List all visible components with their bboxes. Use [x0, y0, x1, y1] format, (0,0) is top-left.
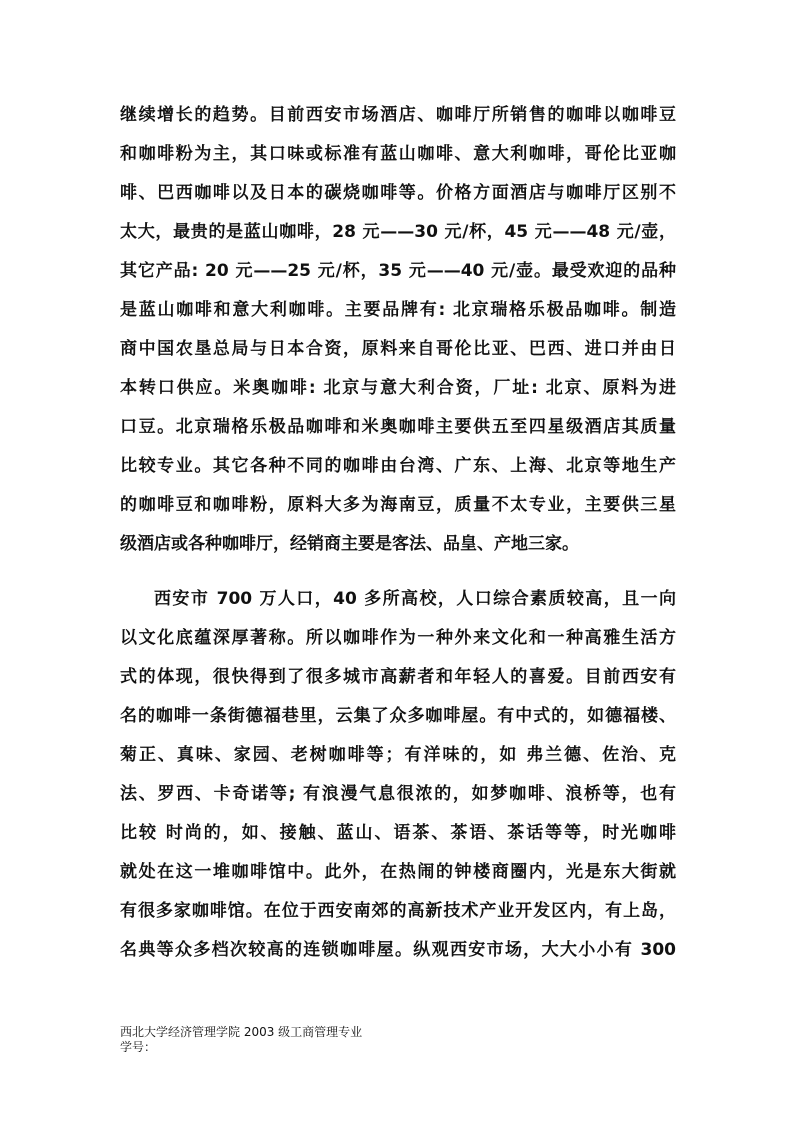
- text-line: 是蓝山咖啡和意大利咖啡。主要品牌有: 北京瑞格乐极品咖啡。制造: [120, 300, 676, 320]
- text-line: 名的咖啡一条街德福巷里，云集了众多咖啡屋。有中式的，如德福楼、: [120, 706, 676, 726]
- footer-student-id: 学号：: [120, 1040, 157, 1054]
- text-line: 啡、巴西咖啡以及日本的碳烧咖啡等。价格方面酒店与咖啡厅区别不: [120, 183, 676, 203]
- paragraph-2: [120, 580, 676, 970]
- text-line: 太大，最贵的是蓝山咖啡，28 元——30 元/杯，45 元——48 元/壶，: [120, 222, 676, 242]
- text-line: 级酒店或各种咖啡厅，经销商主要是客法、品皇、产地三家。: [120, 534, 579, 554]
- text-line: 法、罗西、卡奇诺等; 有浪漫气息很浓的，如梦咖啡、浪桥等，也有: [120, 784, 676, 804]
- text-line: 就处在这一堆咖啡馆中。此外，在热闹的钟楼商圈内，光是东大街就: [120, 862, 676, 882]
- page-footer: [120, 1025, 362, 1055]
- text-line: 商中国农垦总局与日本合资，原料来自哥伦比亚、巴西、进口并由日: [120, 339, 676, 359]
- text-line: 名典等众多档次较高的连锁咖啡屋。纵观西安市场，大大小小有 300: [120, 940, 676, 960]
- footer-department: 西北大学经济管理学院 2003 级工商管理专业: [120, 1025, 363, 1039]
- text-line: 以文化底蕴深厚著称。所以咖啡作为一种外来文化和一种高雅生活方: [120, 628, 676, 648]
- text-line: 有很多家咖啡馆。在位于西安南郊的高新技术产业开发区内，有上岛，: [120, 901, 676, 921]
- paragraph-gap: [120, 564, 676, 580]
- text-line: 和咖啡粉为主，其口味或标准有蓝山咖啡、意大利咖啡，哥伦比亚咖: [120, 144, 676, 164]
- text-line: 口豆。北京瑞格乐极品咖啡和米奥咖啡主要供五至四星级酒店其质量: [120, 417, 676, 437]
- text-line: 西安市 700 万人口，40 多所高校，人口综合素质较高，且一向: [154, 589, 676, 609]
- text-line: 其它产品: 20 元——25 元/杯，35 元——40 元/壶。最受欢迎的品种: [120, 261, 676, 281]
- text-line: 比较专业。其它各种不同的咖啡由台湾、广东、上海、北京等地生产: [120, 456, 676, 476]
- text-line: 本转口供应。米奥咖啡: 北京与意大利合资，厂址: 北京、原料为进: [120, 378, 676, 398]
- text-line: 的咖啡豆和咖啡粉，原料大多为海南豆，质量不太专业，主要供三星: [120, 495, 676, 515]
- document-body: [120, 96, 676, 970]
- text-line: 菊正、真味、家园、老树咖啡等；有洋味的，如 弗兰德、佐治、克: [120, 745, 676, 765]
- paragraph-1: [120, 96, 676, 564]
- text-line: 比较 时尚的，如、接触、蓝山、语茶、茶语、茶话等等，时光咖啡: [120, 823, 676, 843]
- text-line: 继续增长的趋势。目前西安市场酒店、咖啡厅所销售的咖啡以咖啡豆: [120, 105, 676, 125]
- text-line: 式的体现，很快得到了很多城市高薪者和年轻人的喜爱。目前西安有: [120, 667, 676, 687]
